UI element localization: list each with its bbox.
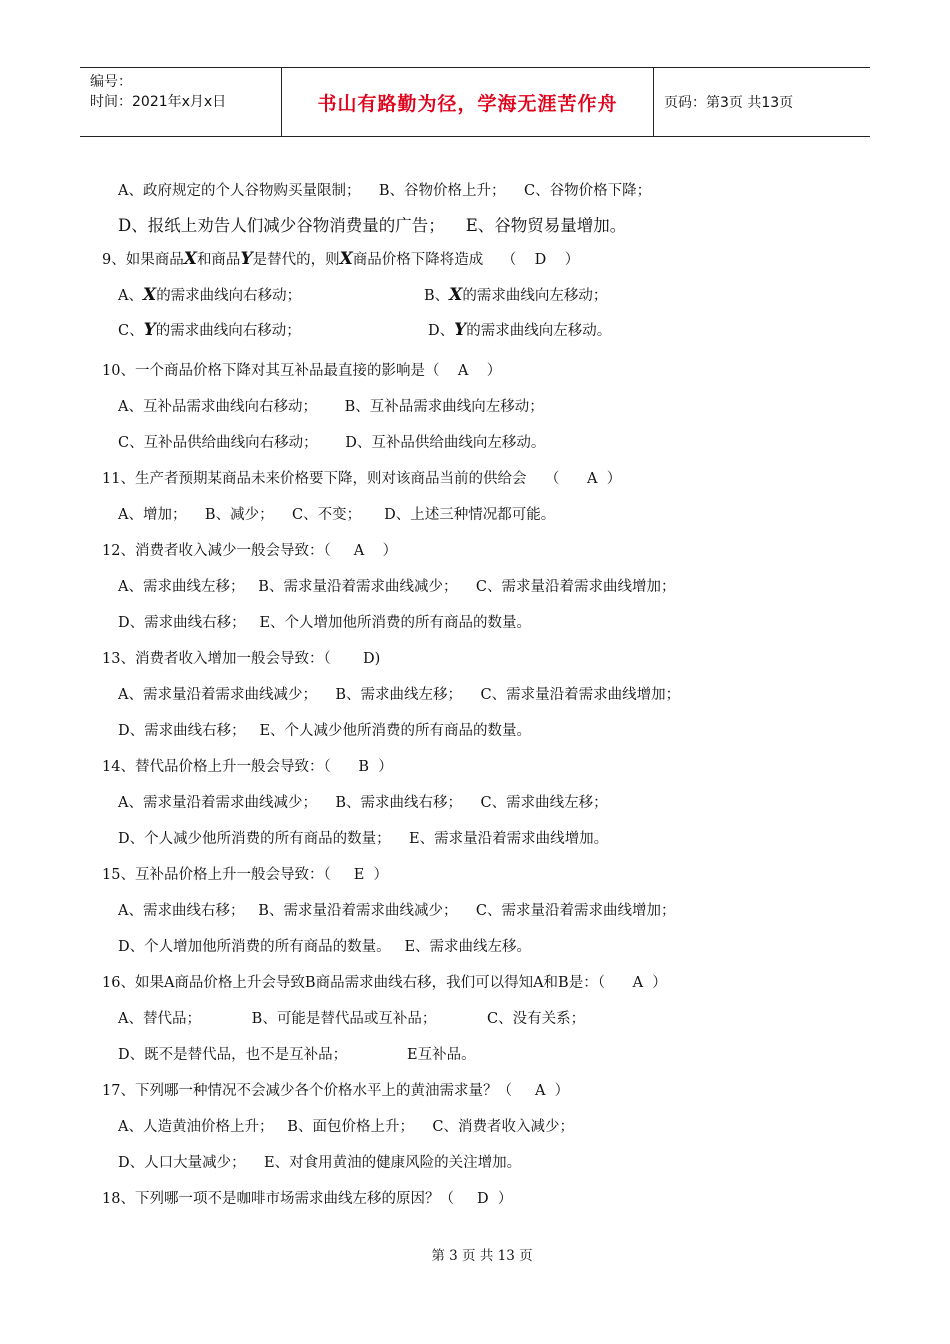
- option-line: A、需求量沿着需求曲线减少； B、需求曲线左移； C、需求量沿着需求曲线增加；: [118, 687, 681, 703]
- header-page-info: 页码：第3页 共13页: [664, 95, 794, 111]
- option-9d: D、Y的需求曲线向左移动。: [428, 320, 612, 340]
- option-line: A、增加； B、减少； C、不变； D、上述三种情况都可能。: [118, 507, 556, 523]
- question-16: 16、如果A商品价格上升会导致B商品需求曲线右移，我们可以得知A和B是：（ A ）: [102, 975, 667, 991]
- header-motto: 书山有路勤为径，学海无涯苦作舟: [282, 68, 654, 136]
- time-label: 时间：2021年x月x日: [90, 94, 227, 110]
- option-9c: C、Y的需求曲线向右移动；: [118, 320, 301, 340]
- option-line: C、互补品供给曲线向右移动； D、互补品供给曲线向左移动。: [118, 435, 546, 451]
- option-line: D、需求曲线右移； E、个人减少他所消费的所有商品的数量。: [118, 723, 532, 739]
- option-9a: A、X的需求曲线向右移动；: [118, 285, 302, 305]
- option-line: A、政府规定的个人谷物购买量限制； B、谷物价格上升； C、谷物价格下降；: [118, 183, 652, 199]
- option-line: A、需求曲线左移； B、需求量沿着需求曲线减少； C、需求量沿着需求曲线增加；: [118, 579, 676, 595]
- option-line: D、人口大量减少； E、对食用黄油的健康风险的关注增加。: [118, 1155, 522, 1171]
- question-15: 15、互补品价格上升一般会导致：（ E ）: [102, 867, 389, 883]
- option-line: A、互补品需求曲线向右移动； B、互补品需求曲线向左移动；: [118, 399, 544, 415]
- option-line: A、人造黄油价格上升； B、面包价格上升； C、消费者收入减少；: [118, 1119, 574, 1135]
- page-footer: 第 3 页 共 13 页: [431, 1248, 533, 1264]
- option-line: D、个人增加他所消费的所有商品的数量。 E、需求曲线左移。: [118, 939, 532, 955]
- question-14: 14、替代品价格上升一般会导致：（ B ）: [102, 759, 393, 775]
- page-header: [80, 67, 870, 137]
- question-17: 17、下列哪一种情况不会减少各个价格水平上的黄油需求量？（ A ）: [102, 1083, 570, 1099]
- option-9b: B、X的需求曲线向左移动；: [424, 285, 608, 305]
- var-x: X: [339, 249, 353, 269]
- var-y: Y: [240, 249, 253, 269]
- question-9: 9、如果商品X和商品Y是替代的，则X商品价格下降将造成 （ D ）: [102, 249, 580, 269]
- question-13: 13、消费者收入增加一般会导致：（ D): [102, 651, 381, 667]
- option-line: D、需求曲线右移； E、个人增加他所消费的所有商品的数量。: [118, 615, 532, 631]
- option-line: D、既不是替代品，也不是互补品； E互补品。: [118, 1047, 476, 1063]
- question-10: 10、一个商品价格下降对其互补品最直接的影响是（ A ）: [102, 363, 502, 379]
- option-line: D、个人减少他所消费的所有商品的数量； E、需求量沿着需求曲线增加。: [118, 831, 609, 847]
- question-11: 11、生产者预期某商品未来价格要下降，则对该商品当前的供给会 （ A ）: [102, 471, 622, 487]
- option-line: A、需求量沿着需求曲线减少； B、需求曲线右移； C、需求曲线左移；: [118, 795, 608, 811]
- option-line: A、需求曲线右移； B、需求量沿着需求曲线减少； C、需求量沿着需求曲线增加；: [118, 903, 676, 919]
- question-12: 12、消费者收入减少一般会导致：（ A ）: [102, 543, 398, 559]
- serial-label: 编号：: [90, 74, 132, 90]
- var-x: X: [183, 249, 197, 269]
- option-line: D、报纸上劝告人们减少谷物消费量的广告； E、谷物贸易量增加。: [118, 216, 627, 235]
- option-line: A、替代品； B、可能是替代品或互补品； C、没有关系；: [118, 1011, 586, 1027]
- header-left-cell: [80, 68, 282, 136]
- question-18: 18、下列哪一项不是咖啡市场需求曲线左移的原因？（ D ）: [102, 1191, 513, 1207]
